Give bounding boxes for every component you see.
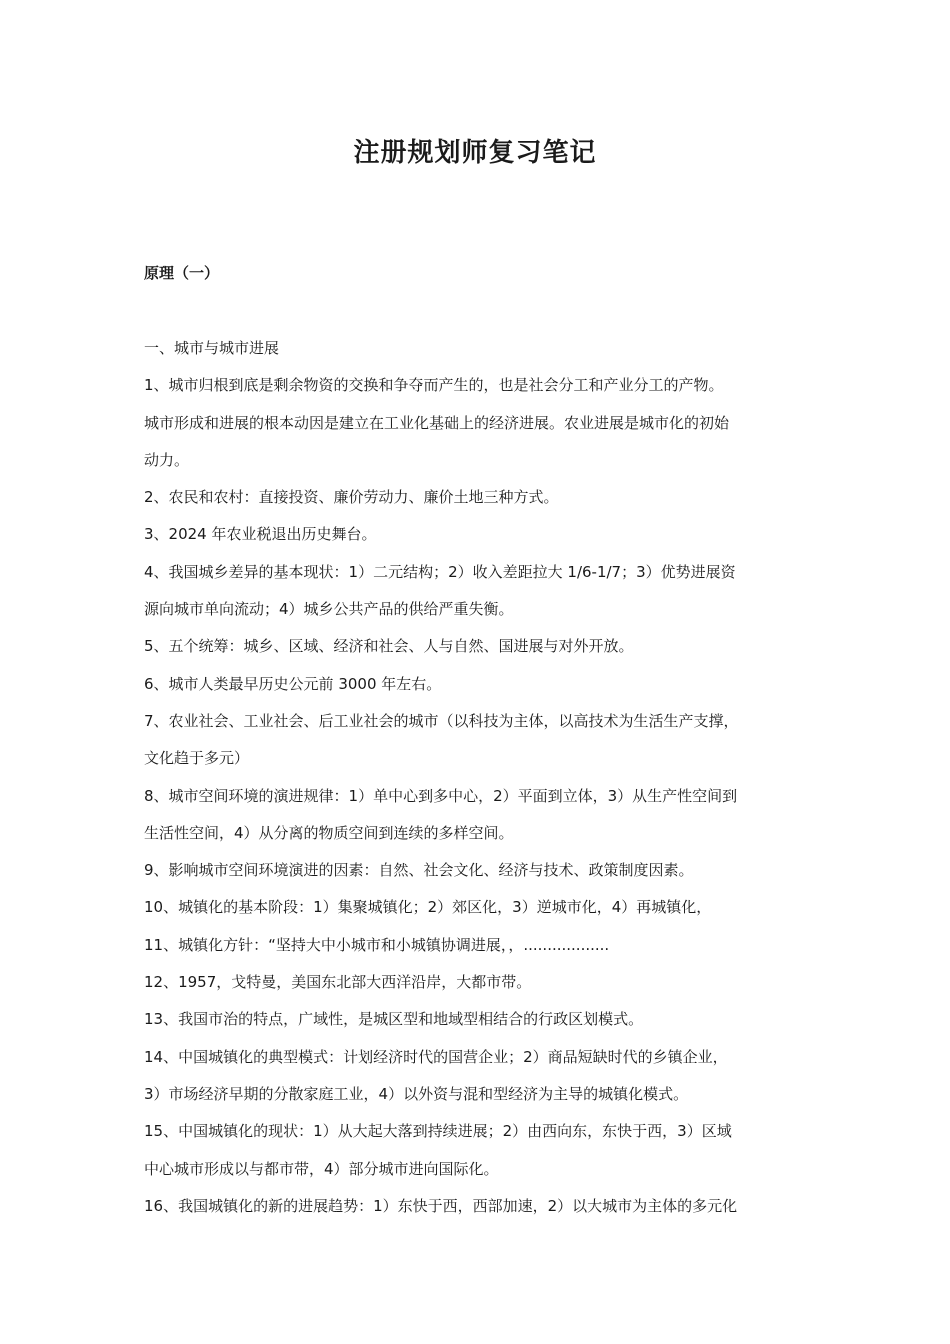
text-line: 中心城市形成以与都市带，4）部分城市进向国际化。	[144, 1159, 499, 1178]
text-line: 16、我国城镇化的新的进展趋势：1）东快于西，西部加速，2）以大城市为主体的多元化	[144, 1196, 738, 1215]
text-line: 8、城市空间环境的演进规律：1）单中心到多中心，2）平面到立体，3）从生产性空间到	[144, 786, 738, 805]
text-line: 15、中国城镇化的现状：1）从大起大落到持续进展；2）由西向东，东快于西，3）区域	[144, 1122, 732, 1141]
text-line: 2、农民和农村：直接投资、廉价劳动力、廉价土地三种方式。	[144, 488, 559, 507]
text-line: 3、2024 年农业税退出历史舞台。	[144, 525, 377, 544]
text-line: 10、城镇化的基本阶段：1）集聚城镇化；2）郊区化，3）逆城市化，4）再城镇化，	[144, 898, 712, 917]
text-line: 11、城镇化方针：“坚持大中小城市和小城镇协调进展，，..................	[144, 935, 610, 954]
text-line: 4、我国城乡差异的基本现状：1）二元结构；2）收入差距拉大 1/6-1/7；3）优势进展资	[144, 562, 736, 581]
text-line: 7、农业社会、工业社会、后工业社会的城市（以科技为主体，以高技术为生活生产支撑，	[144, 711, 739, 730]
text-line: 源向城市单向流动；4）城乡公共产品的供给严重失衡。	[144, 600, 514, 619]
text-line: 12、1957，戈特曼，美国东北部大西洋沿岸，大都市带。	[144, 973, 532, 992]
body-text	[144, 333, 824, 1228]
text-line: 动力。	[144, 450, 190, 469]
document-title: 注册规划师复习笔记	[353, 138, 597, 168]
text-line: 5、五个统筹：城乡、区域、经济和社会、人与自然、国进展与对外开放。	[144, 637, 634, 656]
text-line: 14、中国城镇化的典型模式：计划经济时代的国营企业；2）商品短缺时代的乡镇企业，	[144, 1047, 728, 1066]
text-line: 9、影响城市空间环境演进的因素：自然、社会文化、经济与技术、政策制度因素。	[144, 861, 694, 880]
text-line: 生活性空间，4）从分离的物质空间到连续的多样空间。	[144, 823, 514, 842]
text-line: 13、我国市治的特点，广域性，是城区型和地域型相结合的行政区划模式。	[144, 1010, 644, 1029]
section-heading: 原理（一）	[144, 264, 220, 282]
text-line: 3）市场经济早期的分散家庭工业，4）以外资与混和型经济为主导的城镇化模式。	[144, 1084, 689, 1103]
text-line: 6、城市人类最早历史公元前 3000 年左右。	[144, 674, 442, 693]
text-line: 文化趋于多元）	[144, 749, 250, 768]
text-line: 1、城市归根到底是剩余物资的交换和争夺而产生的，也是社会分工和产业分工的产物。	[144, 376, 724, 395]
text-line: 城市形成和进展的根本动因是建立在工业化基础上的经济进展。农业进展是城市化的初始	[144, 413, 730, 432]
text-line: 一、城市与城市进展	[144, 339, 280, 357]
